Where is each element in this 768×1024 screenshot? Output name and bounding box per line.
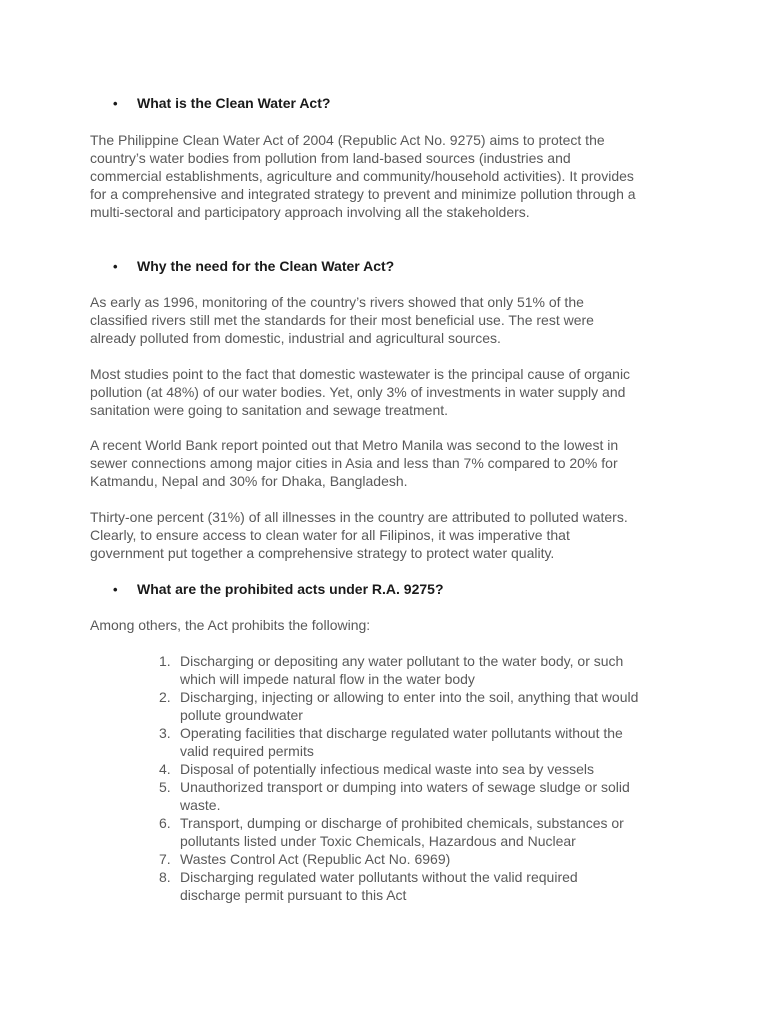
list-item <box>150 814 690 850</box>
paragraph-line: Clearly, to ensure access to clean water for all Filipinos, it was imperative that <box>90 527 570 543</box>
list-item-line: pollute groundwater <box>180 707 303 723</box>
list-number: 7. <box>159 851 171 867</box>
paragraph-line: A recent World Bank report pointed out that Metro Manila was second to the lowest in <box>90 437 619 453</box>
list-item-line: Discharging, injecting or allowing to enter into the soil, anything that would <box>180 689 639 705</box>
list-number: 5. <box>159 779 171 795</box>
paragraph-line: Thirty-one percent (31%) of all illnesses in the country are attributed to polluted waters. <box>90 509 628 525</box>
list-item <box>150 868 690 904</box>
list-number: 2. <box>159 689 171 705</box>
list-item-line: waste. <box>180 797 221 813</box>
list-item <box>150 652 690 688</box>
paragraph-line: classified rivers still met the standards for their most beneficial use. The rest were <box>90 312 594 328</box>
list-item-line: Discharging regulated water pollutants without the valid required <box>180 869 578 885</box>
paragraph-line: multi-sectoral and participatory approach involving all the stakeholders. <box>90 204 530 220</box>
paragraph-line: country’s water bodies from pollution from land-based sources (industries and <box>90 150 571 166</box>
list-item-line: Wastes Control Act (Republic Act No. 6969) <box>180 851 451 867</box>
list-item-line: Discharging or depositing any water pollutant to the water body, or such <box>180 653 624 669</box>
section-heading-prohibited <box>113 580 444 599</box>
heading-text: What are the prohibited acts under R.A. 9275? <box>137 581 444 597</box>
list-item <box>150 688 690 724</box>
list-number: 3. <box>159 725 171 741</box>
paragraph-line: Most studies point to the fact that domestic wastewater is the principal cause of organic <box>90 366 631 382</box>
list-number: 8. <box>159 869 171 885</box>
list-item-line: Operating facilities that discharge regulated water pollutants without the <box>180 725 623 741</box>
paragraph-illnesses <box>90 508 690 562</box>
list-item <box>150 760 690 778</box>
paragraph-line: government put together a comprehensive strategy to protect water quality. <box>90 545 555 561</box>
paragraph-among-others <box>90 616 690 634</box>
paragraph-line: The Philippine Clean Water Act of 2004 (Republic Act No. 9275) aims to protect the <box>90 132 605 148</box>
section-heading-why-need <box>113 257 394 276</box>
heading-text: Why the need for the Clean Water Act? <box>137 258 395 274</box>
bullet-icon: • <box>113 96 118 111</box>
paragraph-line: Katmandu, Nepal and 30% for Dhaka, Bangladesh. <box>90 473 408 489</box>
paragraph-line: already polluted from domestic, industrial and agricultural sources. <box>90 330 501 346</box>
list-item-line: Unauthorized transport or dumping into waters of sewage sludge or solid <box>180 779 630 795</box>
paragraph-intro <box>90 131 690 221</box>
bullet-icon: • <box>113 582 118 597</box>
list-number: 6. <box>159 815 171 831</box>
list-number: 4. <box>159 761 171 777</box>
list-item-line: valid required permits <box>180 743 314 759</box>
section-heading-what-is <box>113 94 330 113</box>
list-item-line: which will impede natural flow in the water body <box>180 671 475 687</box>
paragraph-line: As early as 1996, monitoring of the country’s rivers showed that only 51% of the <box>90 294 584 310</box>
prohibited-acts-list <box>150 652 690 904</box>
list-item <box>150 724 690 760</box>
paragraph-line: pollution (at 48%) of our water bodies. Yet, only 3% of investments in water supply and <box>90 384 626 400</box>
list-item <box>150 778 690 814</box>
paragraph-line: sanitation were going to sanitation and sewage treatment. <box>90 402 449 418</box>
paragraph-world-bank <box>90 436 690 490</box>
paragraph-wastewater <box>90 365 690 419</box>
list-item-line: discharge permit pursuant to this Act <box>180 887 407 903</box>
paragraph-line: commercial establishments, agriculture and community/household activities). It provides <box>90 168 634 184</box>
list-item <box>150 850 690 868</box>
paragraph-line: Among others, the Act prohibits the following: <box>90 617 371 633</box>
list-item-line: pollutants listed under Toxic Chemicals, Hazardous and Nuclear <box>180 833 576 849</box>
list-item-line: Disposal of potentially infectious medical waste into sea by vessels <box>180 761 594 777</box>
paragraph-line: sewer connections among major cities in Asia and less than 7% compared to 20% for <box>90 455 618 471</box>
bullet-icon: • <box>113 259 118 274</box>
paragraph-rivers <box>90 293 690 347</box>
heading-text: What is the Clean Water Act? <box>137 95 331 111</box>
list-number: 1. <box>159 653 171 669</box>
list-item-line: Transport, dumping or discharge of prohibited chemicals, substances or <box>180 815 624 831</box>
paragraph-line: for a comprehensive and integrated strategy to prevent and minimize pollution through a <box>90 186 636 202</box>
